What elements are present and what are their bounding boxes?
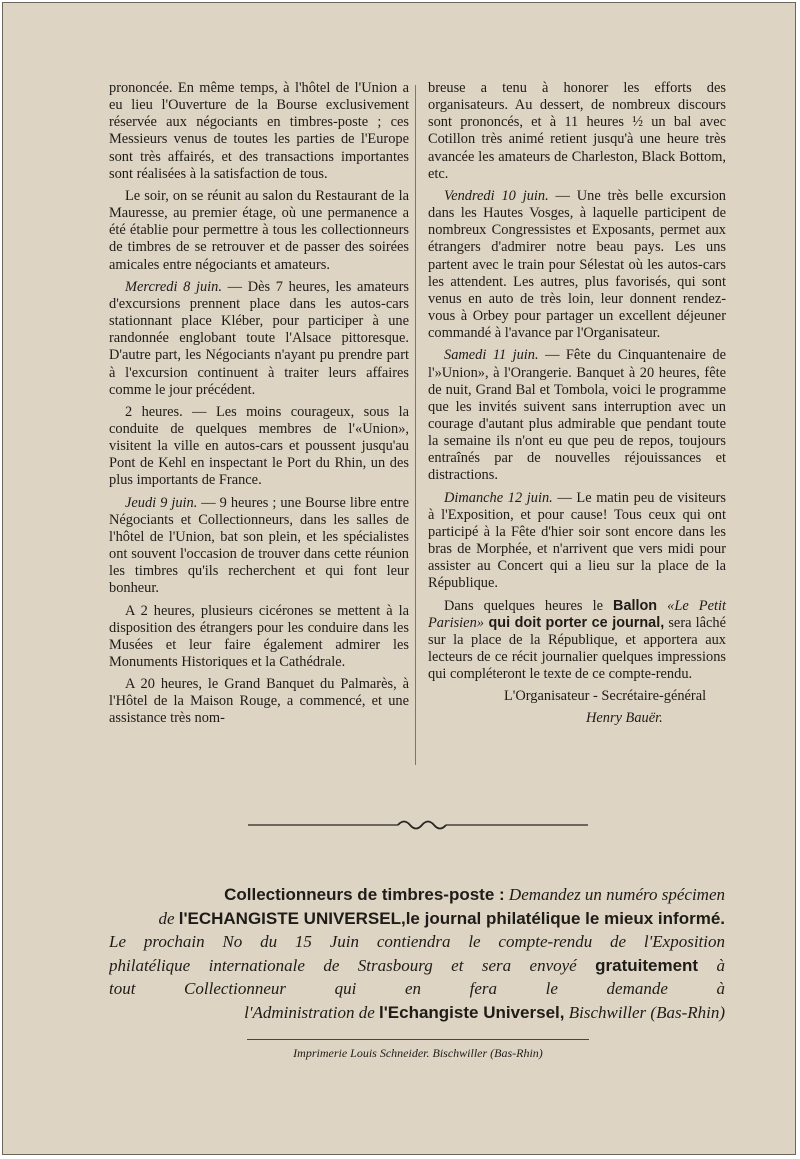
paragraph: prononcée. En même temps, à l'hôtel de l'Union a eu lieu l'Ouverture de la Bourse exclusivement réservée aux négociants en timbres-poste ; ces Messieurs venus de toutes les parties de l'Europe sont très affairés, et des transactions importantes sont réalisées à la satisfaction de tous.	[109, 80, 409, 182]
paragraph-text: — 9 heures ; une Bourse libre entre Négociants et Collectionneurs, dans les salles de l'hôtel de l'Union, bat son plein, et les spécialistes ont souvent l'occasion de trouver dans cette réunion les timbres qu'ils recherchent et qui font leur bonheur.	[109, 494, 409, 597]
paragraph: 2 heures. — Les moins courageux, sous la conduite de quelques membres de l'«Union», visitent la ville en autos-cars et poussent jusqu'au Pont de Kehl en inspectant le Port du Rhin, un des plus importants de France.	[109, 403, 409, 489]
paragraph: A 2 heures, plusieurs cicérones se mettent à la disposition des étrangers pour les conduire dans les Musées et leur faire également admirer les Monuments Historiques et la Cathédrale.	[109, 602, 409, 670]
advertisement-block	[109, 883, 725, 1024]
column-divider	[415, 85, 416, 765]
paragraph: breuse a tenu à honorer les efforts des organisateurs. Au dessert, de nombreux discours sont prononcés, et à 11 heures ½ un bal avec Cotillon très animé retient jusqu'à une heure très avancée les amateurs de Charleston, Black Bottom, etc.	[428, 80, 726, 182]
journal-name: l'ECHANGISTE UNIVERSEL	[178, 908, 401, 928]
paragraph-text: Dans quelques heures le	[444, 597, 614, 614]
ad-text: l'Administration de	[244, 1002, 380, 1022]
balloon-text: qui doit porter ce journal,	[483, 614, 665, 631]
paragraph	[109, 495, 409, 598]
date-heading: Samedi 11 juin.	[444, 347, 539, 364]
date-heading: Jeudi 9 juin.	[125, 494, 198, 511]
paragraph	[428, 347, 726, 484]
ad-text: de	[158, 908, 179, 928]
ad-line	[109, 1001, 725, 1025]
printer-imprint: Imprimerie Louis Schneider. Bischwiller (Bas-Rhin)	[293, 1046, 543, 1060]
ad-heading: Collectionneurs de timbres-poste :	[224, 885, 505, 904]
paragraph-text: — Fête du Cinquantenaire de l'»Union», à l'Orangerie. Banquet à 20 heures, fête de nuit, Grand Bal et Tombola, voici le programme que les invités suivent sans interruption avec un courage d'autant plus admirable que pendant toute la semaine ils n'ont eu que peu de repos, toujours entraînés par de nouvelles réjouissances et distractions.	[428, 347, 726, 484]
ornamental-rule-icon	[248, 815, 588, 835]
printer-rule-top	[247, 1039, 589, 1040]
ad-line: Le prochain No du 15 Juin contiendra le compte-rendu de l'Exposition	[109, 932, 725, 951]
paragraph-text: sera lâché sur la place de la République, et apportera aux lecteurs de ce récit journalier quelques impressions qui compléteront le texte de ce compte-rendu.	[428, 614, 726, 683]
paragraph	[109, 279, 409, 399]
ad-text: Bischwiller (Bas-Rhin)	[564, 1002, 725, 1022]
date-heading: Mercredi 8 juin.	[125, 278, 222, 295]
paragraph-text: — Le matin peu de visiteurs à l'Exposition, et pour cause! Tous ceux qui ont participé à la Fête d'hier soir sont encore dans les bras de Morphée, et n'arrivent que vers midi pour assister au Concert qui a lieu sur la place de la République.	[428, 489, 726, 592]
date-heading: Dimanche 12 juin.	[444, 489, 553, 506]
paragraph	[428, 490, 726, 593]
ad-text: ,le journal philatélique le mieux informé.	[400, 908, 725, 928]
ad-line: tout Collectionneur qui en fera le demande à	[109, 979, 725, 998]
balloon-label: Ballon	[613, 597, 658, 614]
paragraph: A 20 heures, le Grand Banquet du Palmarès, à l'Hôtel de la Maison Rouge, a commencé, et une assistance très nom-	[109, 676, 409, 727]
article-column-right	[428, 80, 726, 733]
signature-name: Henry Bauër.	[586, 710, 663, 727]
balloon-name: «Le Petit Parisien»	[428, 597, 726, 631]
ad-line	[109, 954, 725, 978]
ad-line	[109, 883, 725, 907]
signature-title: L'Organisateur - Secrétaire-général	[504, 688, 707, 705]
paragraph: Le soir, on se réunit au salon du Restaurant de la Mauresse, au premier étage, où une permanence a été établie pour permettre à tous les collectionneurs de timbres de se retrouver et de passer des soirées amicales entre négociants et amateurs.	[109, 187, 409, 273]
ad-text: philatélique internationale de Strasbourg et sera envoyé	[109, 955, 596, 975]
paragraph-text: — Une très belle excursion dans les Hautes Vosges, à laquelle participent de nombreux Congressistes et Exposants, permet aux étrangers d'admirer notre beau pays. Les uns partent avec le train pour Sélestat où les autos-cars les attendent. Les autres, plus favorisés, qui sont venus en auto de très loin, leur donnent rendez-vous à Orbey pour partager un excellent déjeuner commandé à l'avance par l'Organisateur.	[428, 187, 726, 342]
journal-name: l'Echangiste Universel,	[379, 1002, 565, 1022]
article-column-left	[109, 80, 409, 733]
ad-text: à	[698, 955, 725, 975]
paragraph-text: — Dès 7 heures, les amateurs d'excursions prennent place dans les autos-cars stationnant place Kléber, pour participer à une randonnée englobant toute l'Alsace pittoresque. D'autre part, les Négociants n'ayant pu prendre part à l'excursion continuent à traiter leurs affaires comme le jour précédent.	[109, 278, 409, 398]
ad-line	[109, 907, 725, 931]
date-heading: Vendredi 10 juin.	[444, 187, 549, 204]
newspaper-page	[2, 2, 796, 1155]
paragraph	[428, 188, 726, 342]
paragraph	[428, 598, 726, 684]
ad-text: Demandez un numéro spécimen	[504, 885, 725, 904]
ad-emphasis: gratuitement	[595, 955, 699, 975]
